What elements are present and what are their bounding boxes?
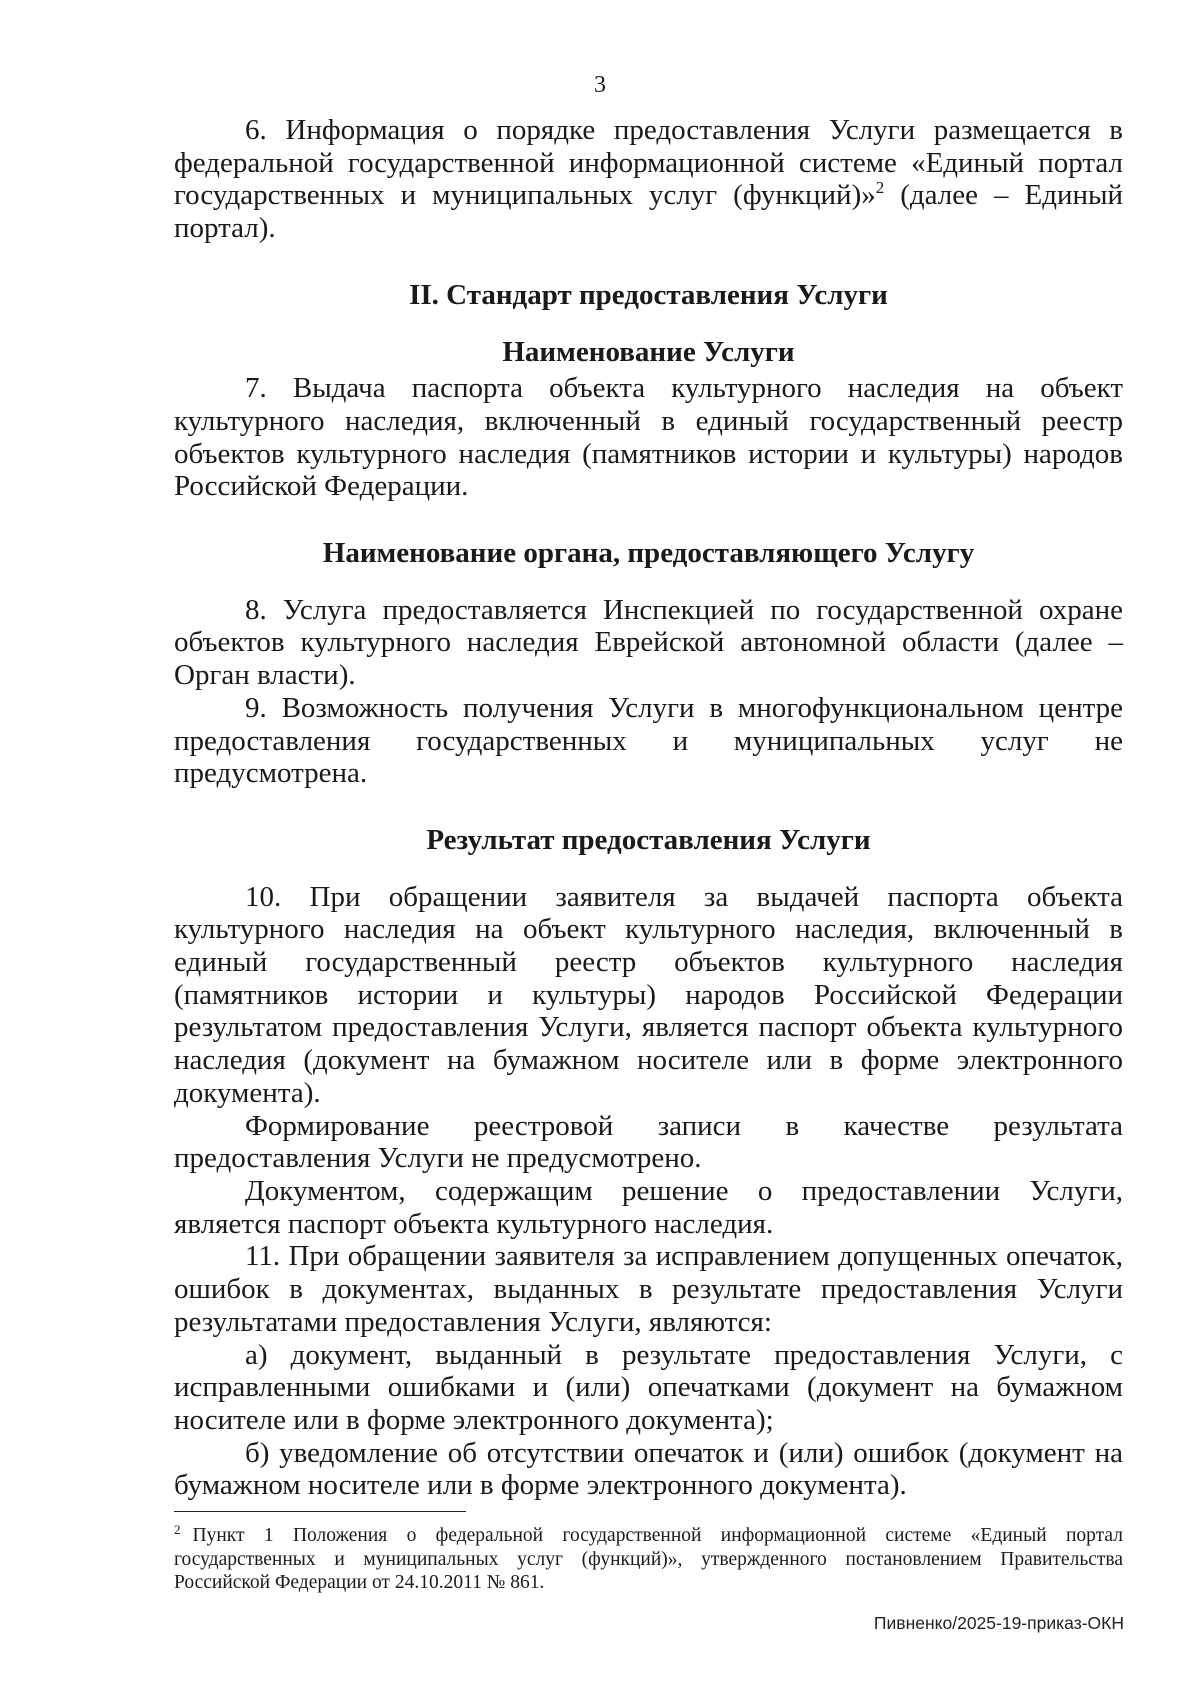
document-code: Пивненко/2025-19-приказ-ОКН xyxy=(873,1613,1124,1633)
paragraph-11-a: а) документ, выданный в результате предоставления Услуги, с исправленными ошибками и (или) опечатками (документ на бумажном носителе или в форме электронного документа); xyxy=(174,1338,1123,1436)
section-title: II. Стандарт предоставления Услуги xyxy=(409,278,888,311)
footnote-reference: 2 xyxy=(875,178,885,198)
subheading-service-name: Наименование Услуги xyxy=(502,335,795,368)
footnote-mark: 2 xyxy=(174,1522,181,1537)
paragraph-6-tail: (далее – Единый портал). xyxy=(174,179,1123,245)
paragraph-6 xyxy=(174,114,1123,245)
paragraph-10-decision: Документом, содержащим решение о предоставлении Услуги, является паспорт объекта культурного наследия. xyxy=(174,1174,1123,1240)
subheading-service-result: Результат предоставления Услуги xyxy=(426,823,871,856)
footnote xyxy=(174,1524,1123,1595)
paragraph-10: 10. При обращении заявителя за выдачей паспорта объекта культурного наследия на объект культурного наследия, включенный в единый государственный реестр объектов культурного наследия (памятников истории и культуры) народов Российской Федерации результатом предоставления Услуги, является паспорт объекта культурного наследия (документ на бумажном носителе или в форме электронного документа). xyxy=(174,880,1123,1109)
paragraph-11-b: б) уведомление об отсутствии опечаток и (или) ошибок (документ на бумажном носителе или в форме электронного документа). xyxy=(174,1436,1123,1502)
subheading-authority-name: Наименование органа, предоставляющего Услугу xyxy=(322,537,975,570)
page-number: 3 xyxy=(594,72,606,98)
paragraph-10-registry: Формирование реестровой записи в качестве результата предоставления Услуги не предусмотрено. xyxy=(174,1109,1123,1175)
footnote-divider xyxy=(174,1511,466,1512)
document-body xyxy=(174,114,1123,1502)
paragraph-6-text: 6. Информация о порядке предоставления Услуги размещается в федеральной государственной информационной системе «Единый портал государственных и муниципальных услуг (функций)» xyxy=(174,114,1123,212)
paragraph-8: 8. Услуга предоставляется Инспекцией по государственной охране объектов культурного наследия Еврейской автономной области (далее – Орган власти). xyxy=(174,593,1123,692)
paragraph-7: 7. Выдача паспорта объекта культурного наследия на объект культурного наследия, включенный в единый государственный реестр объектов культурного наследия (памятников истории и культуры) народов Российской Федерации. xyxy=(174,372,1123,503)
paragraph-11: 11. При обращении заявителя за исправлением допущенных опечаток, ошибок в документах, выданных в результате предоставления Услуги результатами предоставления Услуги, являются: xyxy=(174,1240,1123,1338)
paragraph-9: 9. Возможность получения Услуги в многофункциональном центре предоставления государственных и муниципальных услуг не предусмотрена. xyxy=(174,691,1123,790)
footnote-text: Пункт 1 Положения о федеральной государственной информационной системе «Единый портал государственных и муниципальных услуг (функций)», утвержденного постановлением Правительства Российской Федерации от 24.10.2011 № 861. xyxy=(174,1525,1123,1593)
